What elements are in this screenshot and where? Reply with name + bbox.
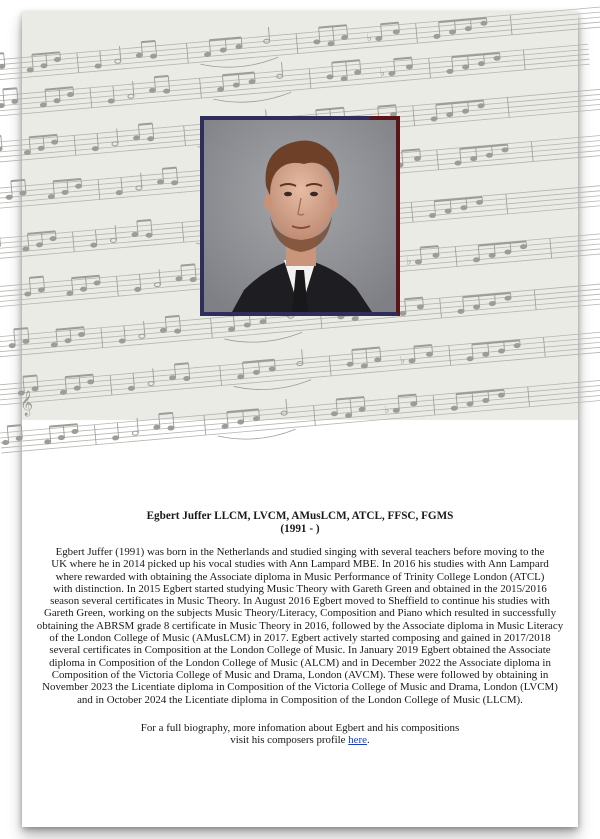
bio-line: UK where he in 2014 picked up his vocal studies with Ann Lampard MBE. In 2016 his studies with Ann Lampard [51,558,549,571]
cta-line-2-prefix: visit his composers profile [230,734,349,747]
bio-line: obtaining the ABRSM grade 8 certificate in Music Theory in 2016, followed by the Associate diploma in Music Literacy [36,619,564,632]
composer-heading [22,510,578,535]
bio-line: Gareth Green, working on the subjects Music Theory/Literacy, Composition and Piano which resulted in successfully [43,607,557,620]
svg-text:𝄞: 𝄞 [20,391,34,416]
bio-line: with distinction. In 2015 Egbert started studying Music Theory with Gareth Green and obtained in the 2015/2016 [53,582,547,595]
composer-profile-link[interactable]: here [348,734,367,747]
bio-line: diploma in Composition of the London College of Music (ALCM) and in December 2022 the Associate diploma in [49,656,551,669]
profile-link-paragraph [22,722,578,747]
portrait-illustration [204,120,396,312]
bio-line: several certificates in Composition at the London College of Music. In January 2019 Egbert obtained the Associate [49,644,551,657]
portrait-photo [200,116,400,316]
bio-line: November 2023 the Licentiate diploma in Composition of the Victoria College of Music and Drama, London (LVCM) [42,681,558,694]
cta-line-1: For a full biography, more infomation about Egbert and his compositions [140,722,460,734]
composer-name: Egbert Juffer LLCM, LVCM, AMusLCM, ATCL, FFSC, FGMS [146,510,454,522]
cta-line-2 [22,734,578,746]
header-sheet-music-image [22,12,578,420]
bio-line: of the London College of Music (AMusLCM) in 2017. Egbert actively started composing and gained in 2017/2018 [49,632,551,645]
biography-card [22,12,578,827]
bio-line: Egbert Juffer (1991) was born in the Netherlands and studied singing with several teachers before moving to the [55,546,545,558]
biography-section [22,420,578,827]
biography-text [22,546,578,706]
composer-years: (1991 - ) [280,522,320,535]
bio-line: season several certificates in Music Theory. In August 2016 Egbert moved to Sheffield to continue his studies with [50,595,550,608]
bio-line: where rewarded with obtaining the Associate diploma in Music Performance of Trinity College London (ATCL) [55,570,545,583]
cta-line-2-suffix: . [366,734,370,747]
bio-line: Composition of the Victoria College of Music and Drama, London (AVCM). These were followed by obtaining in [51,668,549,681]
bio-line: and in October 2024 the Licentiate diploma in Composition of the London College of Music (LLCM). [77,693,523,706]
